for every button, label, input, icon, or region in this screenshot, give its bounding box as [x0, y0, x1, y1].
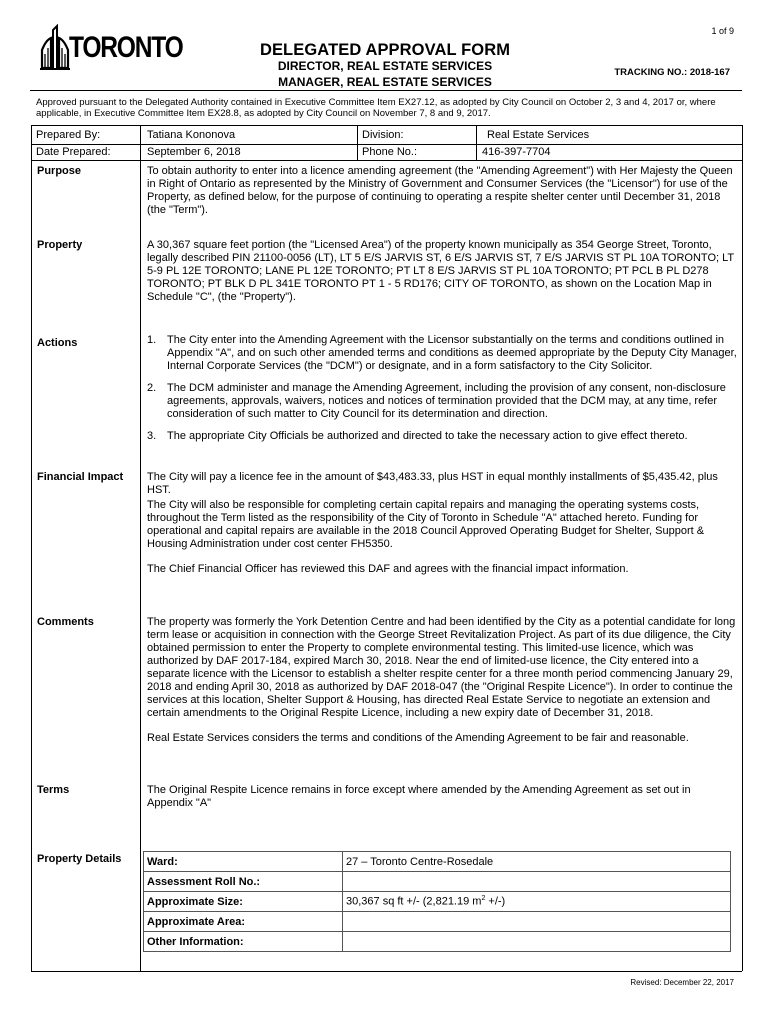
table-left-border	[31, 125, 32, 971]
comments-text	[147, 616, 737, 754]
terms-label: Terms	[37, 784, 70, 796]
prepared-by-value: Tatiana Kononova	[147, 129, 236, 141]
action-text: The DCM administer and manage the Amending Agreement, including the provision of any consent, non-disclosure agreements, approvals, waivers, notices and notices of termination provided that the DCM may, at any time, refer consideration of such matter to City Council for its determination and direction.	[167, 382, 726, 420]
financial-paragraph-1: The City will pay a licence fee in the amount of $43,483.33, plus HST in equal monthly installments of $5,435.42, plus HST.	[147, 471, 718, 496]
action-item	[147, 334, 737, 373]
approximate-size-label: Approximate Size:	[144, 892, 343, 912]
toronto-logo	[40, 24, 183, 70]
division-column-divider	[357, 125, 358, 160]
action-number: 2.	[147, 382, 157, 394]
purpose-paragraph: To obtain authority to enter into a licence amending agreement (the "Amending Agreement") with Her Majesty the Queen in Right of Ontario as represented by the Ministry of Government and Consumer Services (the "Licensor") for use of the Property, as defined below, for the purpose of continuing to operating a respite shelter center until December 31, 2018 (the "Term").	[147, 165, 733, 216]
action-text: The appropriate City Officials be authorized and directed to take the necessary action to give effect thereto.	[167, 430, 688, 442]
size-text-end: +/-)	[485, 895, 506, 908]
comments-paragraph-2: Real Estate Services considers the terms and conditions of the Amending Agreement to be fair and reasonable.	[147, 732, 689, 744]
form-subtitle	[200, 58, 570, 90]
property-paragraph: A 30,367 square feet portion (the "Licensed Area") of the property known municipally as 354 George Street, Toronto, legally described PIN 21100-0056 (LT), LT 5 E/S JARVIS ST, 6 E/S JARVIS ST, 7 E/S JARVIS ST PL 10A TORONTO; LT 5-9 PL 12E TORONTO; LANE PL 12E TORONTO; PT LT 8 E/S JARVIS ST PL 10A TORONTO; PT PCL B PL D278 TORONTO; PT BLK D PL 341E TORONTO PT 1 - 5 RD176; CITY OF TORONTO, as shown on the Location Map in Schedule "C", (the "Property").	[147, 239, 734, 303]
division-value: Real Estate Services	[487, 129, 590, 141]
financial-impact-text	[147, 471, 737, 585]
action-item	[147, 430, 737, 443]
size-superscript: 2	[481, 895, 486, 903]
other-information-value	[343, 932, 731, 952]
action-number: 1.	[147, 334, 157, 346]
phone-value: 416-397-7704	[482, 146, 551, 158]
purpose-text	[147, 165, 737, 226]
subtitle-line-2: MANAGER, REAL ESTATE SERVICES	[278, 75, 492, 89]
table-bottom-border	[31, 971, 742, 972]
table-row	[144, 852, 731, 872]
financial-paragraph-2: The City will also be responsible for completing certain capital repairs and managing the operating systems costs, throughout the Term listed as the responsibility of the City of Toronto in Schedule "A" attached hereto. Funding for operational and capital repairs are available in the 2018 Council Approved Operating Budget for Shelter, Support & Housing Administration under cost center FH5350.	[147, 499, 705, 550]
prepared-by-label: Prepared By:	[36, 129, 101, 141]
info-row-divider	[31, 144, 742, 145]
phone-label: Phone No.:	[362, 146, 418, 158]
revised-date: Revised: December 22, 2017	[630, 978, 734, 987]
authority-statement: Approved pursuant to the Delegated Authority contained in Executive Committee Item EX27.12, as adopted by City Council on October 2, 3 and 4, 2017 or, where applicable, in Executive Committee Item EX28.8, as adopted by City Council on November 7, 8 and 9, 2017.	[36, 97, 716, 119]
action-text: The City enter into the Amending Agreement with the Licensor substantially on the terms and conditions outlined in Appendix "A", and on such other amended terms and conditions as deemed appropriate by the Deputy City Manager, Internal Corporate Services (the "DCM") or designate, and in a form satisfactory to the City Solicitor.	[167, 334, 737, 372]
subtitle-line-1: DIRECTOR, REAL ESTATE SERVICES	[277, 59, 493, 73]
size-text: 30,367 sq ft +/- (2,821.19 m	[346, 895, 482, 908]
division-value-divider	[476, 125, 477, 160]
comments-paragraph-1: The property was formerly the York Detention Centre and had been identified by the City as a potential candidate for long term lease or acquisition in connection with the George Street Revitalization Project. As part of its due diligence, the City obtained permission to enter the Property to complete environmental testing. This limited-use licence, which was authorized by DAF 2017-184, expired March 30, 2018. Near the end of limited-use licence, the City entered into a separate licence with the Licensor to establish a shelter respite center for a three month period commencing January 29, 2018 and ending April 30, 2018 as authorized by DAF 2018-047 (the "Original Respite Licence"). In order to continue the services at this location, Shelter Support & Housing, has directed Real Estate Service to negotiate an extension and certain amendments to the Original Respite Licence, including a new expiry date of December 31, 2018.	[147, 616, 736, 719]
table-row	[144, 932, 731, 952]
form-title: DELEGATED APPROVAL FORM	[259, 41, 511, 59]
approximate-size-value	[343, 892, 731, 912]
property-label: Property	[37, 239, 83, 251]
terms-paragraph: The Original Respite Licence remains in force except where amended by the Amending Agreement as set out in Appendix "A"	[147, 784, 691, 809]
comments-label: Comments	[37, 616, 94, 628]
other-information-label: Other Information:	[144, 932, 343, 952]
property-text	[147, 239, 737, 313]
purpose-label: Purpose	[37, 165, 82, 177]
financial-paragraph-3: The Chief Financial Officer has reviewed this DAF and agrees with the financial impact information.	[147, 563, 629, 575]
financial-impact-label: Financial Impact	[37, 471, 124, 483]
date-prepared-value: September 6, 2018	[147, 146, 241, 158]
page-number: 1 of 9	[711, 26, 734, 36]
action-item	[147, 382, 737, 421]
approximate-area-value	[343, 912, 731, 932]
tracking-number: TRACKING NO.: 2018-167	[614, 67, 730, 78]
table-top-border	[31, 125, 742, 126]
assessment-roll-label: Assessment Roll No.:	[144, 872, 343, 892]
ward-label: Ward:	[144, 852, 343, 872]
city-hall-icon	[40, 24, 70, 70]
info-bottom-border	[31, 160, 742, 161]
actions-list	[147, 334, 737, 452]
property-details-label: Property Details	[37, 853, 122, 865]
date-prepared-label: Date Prepared:	[36, 146, 111, 158]
label-column-divider	[140, 125, 141, 971]
property-details-table	[143, 851, 731, 952]
actions-label: Actions	[37, 337, 78, 349]
logo-wordmark: TORONTO	[69, 31, 183, 64]
table-row	[144, 892, 731, 912]
assessment-roll-value	[343, 872, 731, 892]
division-label: Division:	[362, 129, 404, 141]
header-divider	[30, 90, 742, 91]
ward-value: 27 – Toronto Centre-Rosedale	[343, 852, 731, 872]
action-number: 3.	[147, 430, 157, 442]
table-row	[144, 912, 731, 932]
terms-text	[147, 784, 737, 819]
table-row	[144, 872, 731, 892]
approximate-area-label: Approximate Area:	[144, 912, 343, 932]
table-right-border	[742, 125, 743, 971]
